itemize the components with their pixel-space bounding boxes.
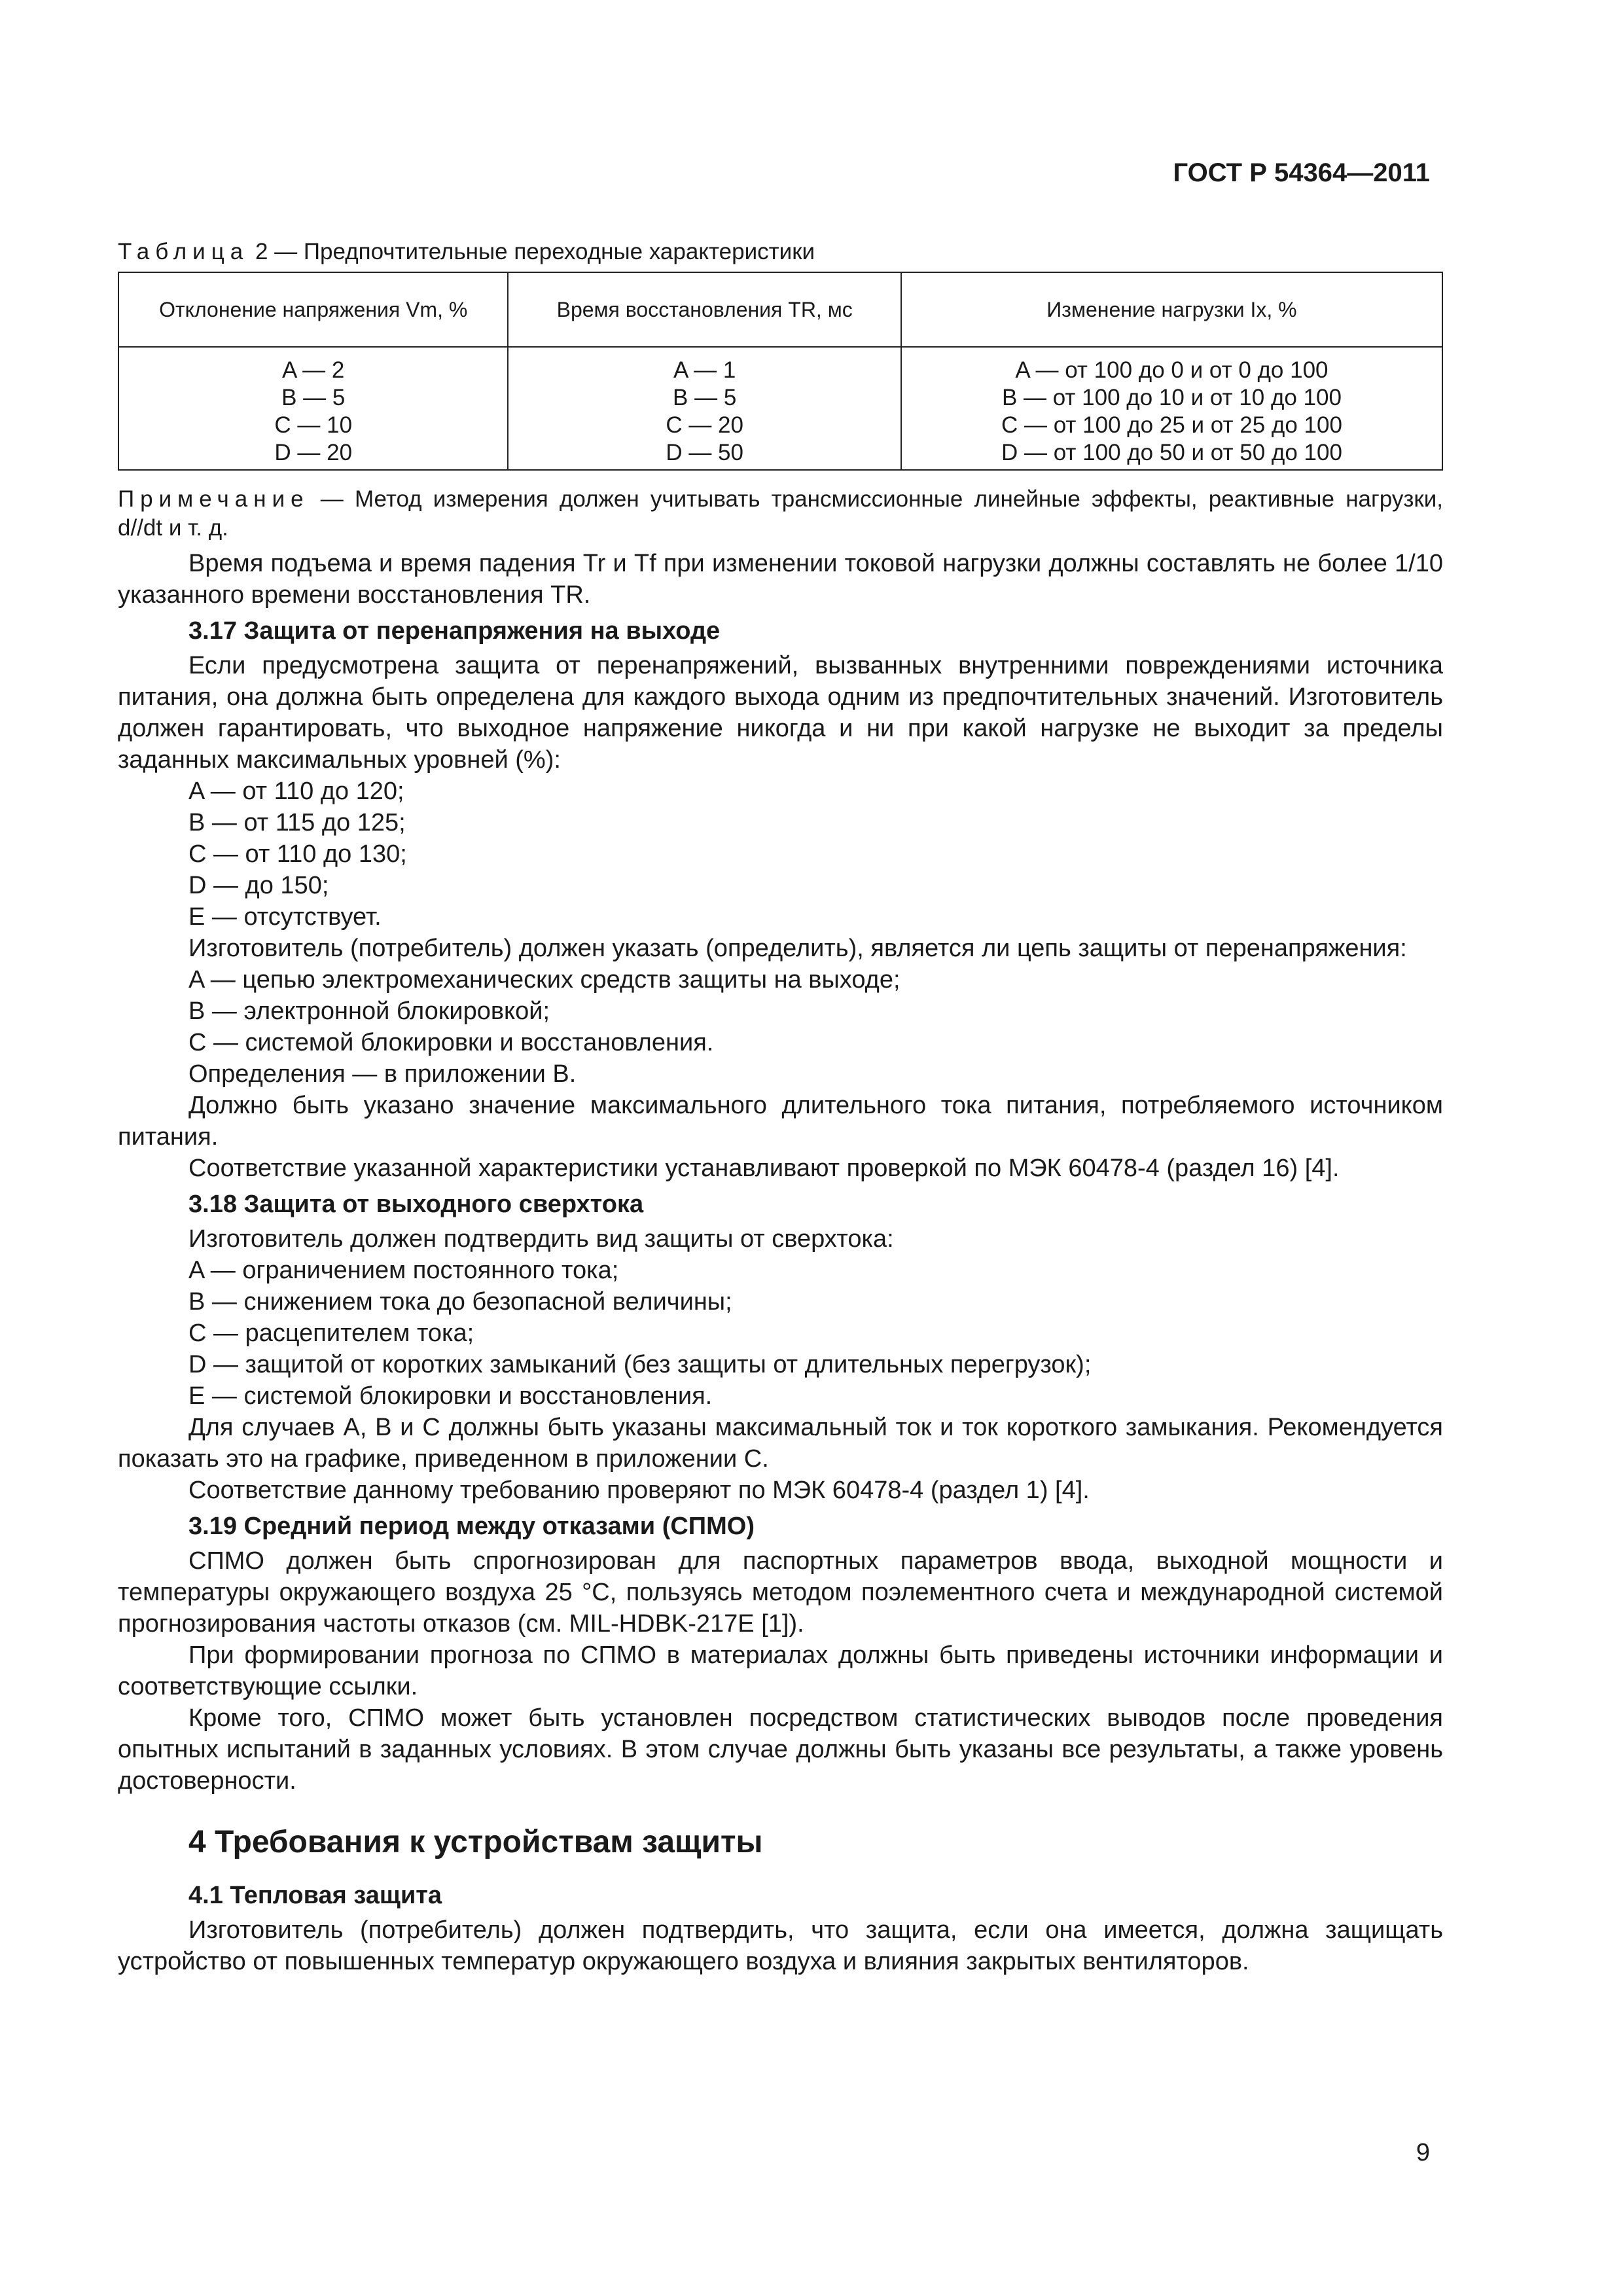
paragraph: Изготовитель (потребитель) должен указать (определить), является ли цепь защиты от перенапряжения: (188, 935, 1407, 962)
paragraph: Если предусмотрена защита от перенапряжений, вызванных внутренними повреждениями источника питания, она должна быть определена для каждого выхода одним из предпочтительных значений. Изготовитель должен гарантировать, что выходное напряжение никогда и ни при какой нагрузке не выходит за пределы заданных максимальных уровней (%): (118, 652, 1443, 774)
table-caption-word: Таблица (118, 239, 249, 264)
paragraph: При формировании прогноза по СПМО в материалах должны быть приведены источники информации и соответствующие ссылки. (118, 1641, 1443, 1700)
list-item: B — снижением тока до безопасной величины; (188, 1288, 732, 1316)
list-item: B — от 115 до 125; (188, 809, 406, 836)
list-item: E — системой блокировки и восстановления. (188, 1382, 713, 1410)
page-content (118, 239, 1443, 1977)
table-cell: D — 20 (274, 440, 353, 465)
load-change-values (901, 347, 1442, 470)
table-cell: A — 1 (673, 357, 736, 383)
list-item: A — ограничением постоянного тока; (188, 1257, 619, 1284)
section-heading-3-18: 3.18 Защита от выходного сверхтока (188, 1191, 644, 1218)
table-cell: B — 5 (281, 385, 346, 410)
voltage-deviation-values (118, 347, 508, 470)
table-row (118, 347, 1442, 470)
page-number: 9 (1416, 2139, 1430, 2166)
paragraph: Изготовитель (потребитель) должен подтвердить, что защита, если она имеется, должна защищать устройство от повышенных температур окружающего воздуха и влияния закрытых вентиляторов. (118, 1916, 1443, 1975)
section-heading-4: 4 Требования к устройствам защиты (188, 1825, 763, 1859)
table-cell: A — от 100 до 0 и от 0 до 100 (1015, 357, 1329, 383)
list-item: C — от 110 до 130; (188, 840, 407, 868)
paragraph: Время подъема и время падения Tr и Tf при изменении токовой нагрузки должны составлять не более 1/10 указанного времени восстановления TR. (118, 550, 1443, 609)
paragraph: Кроме того, СПМО может быть установлен посредством статистических выводов после проведения опытных испытаний в заданных условиях. В этом случае должны быть указаны все результаты, а также уровень достоверности. (118, 1704, 1443, 1795)
table-cell: B — от 100 до 10 и от 10 до 100 (1001, 385, 1342, 410)
list-item: A — цепью электромеханических средств защиты на выходе; (188, 966, 901, 994)
list-item: B — электронной блокировкой; (188, 997, 550, 1025)
section-heading-3-19: 3.19 Средний период между отказами (СПМО) (188, 1513, 755, 1540)
paragraph: Определения — в приложении В. (188, 1060, 577, 1088)
paragraph: Соответствие данному требованию проверяют по МЭК 60478-4 (раздел 1) [4]. (188, 1477, 1090, 1504)
list-item: C — расцепителем тока; (188, 1319, 474, 1347)
table-cell: C — от 100 до 25 и от 25 до 100 (1001, 412, 1342, 438)
note-text: — Метод измерения должен учитывать трансмиссионные линейные эффекты, реактивные нагрузки, d//dt и т. д. (118, 486, 1443, 541)
paragraph: Для случаев A, B и C должны быть указаны максимальный ток и ток короткого замыкания. Рекомендуется показать это на графике, приведенном в приложении С. (118, 1414, 1443, 1473)
table-cell: D — 50 (666, 440, 743, 465)
table-cell: D — от 100 до 50 и от 50 до 100 (1001, 440, 1342, 465)
table-cell: B — 5 (673, 385, 737, 410)
note-label: Примечание (118, 486, 310, 512)
table-caption-title: 2 — Предпочтительные переходные характеристики (249, 239, 815, 264)
table-caption (118, 239, 1443, 265)
table-note (118, 485, 1443, 543)
list-item: E — отсутствует. (188, 903, 382, 931)
list-item: D — до 150; (188, 872, 329, 899)
header-voltage-deviation: Отклонение напряжения Vm, % (118, 272, 508, 347)
header-load-change: Изменение нагрузки Ix, % (901, 272, 1442, 347)
list-item: A — от 110 до 120; (188, 778, 404, 805)
recovery-time-values (508, 347, 901, 470)
transient-characteristics-table (118, 272, 1443, 471)
paragraph: Изготовитель должен подтвердить вид защиты от сверхтока: (188, 1225, 894, 1253)
paragraph: Соответствие указанной характеристики устанавливают проверкой по МЭК 60478-4 (раздел 16) [4]. (188, 1155, 1340, 1182)
section-heading-4-1: 4.1 Тепловая защита (188, 1882, 442, 1909)
table-cell: A — 2 (282, 357, 345, 383)
table-cell: C — 10 (274, 412, 353, 438)
table-cell: C — 20 (666, 412, 743, 438)
paragraph: Должно быть указано значение максимального длительного тока питания, потребляемого источником питания. (118, 1092, 1443, 1151)
list-item: C — системой блокировки и восстановления. (188, 1029, 714, 1056)
header-recovery-time: Время восстановления TR, мс (508, 272, 901, 347)
section-heading-3-17: 3.17 Защита от перенапряжения на выходе (188, 617, 721, 645)
list-item: D — защитой от коротких замыканий (без защиты от длительных перегрузок); (188, 1351, 1092, 1378)
standard-code: ГОСТ Р 54364—2011 (1173, 158, 1430, 187)
table-header-row (118, 272, 1442, 347)
paragraph: СПМО должен быть спрогнозирован для паспортных параметров ввода, выходной мощности и температуры окружающего воздуха 25 °С, пользуясь методом поэлементного счета и международной системой прогнозирования частоты отказов (см. MIL-HDBK-217E [1]). (118, 1547, 1443, 1638)
